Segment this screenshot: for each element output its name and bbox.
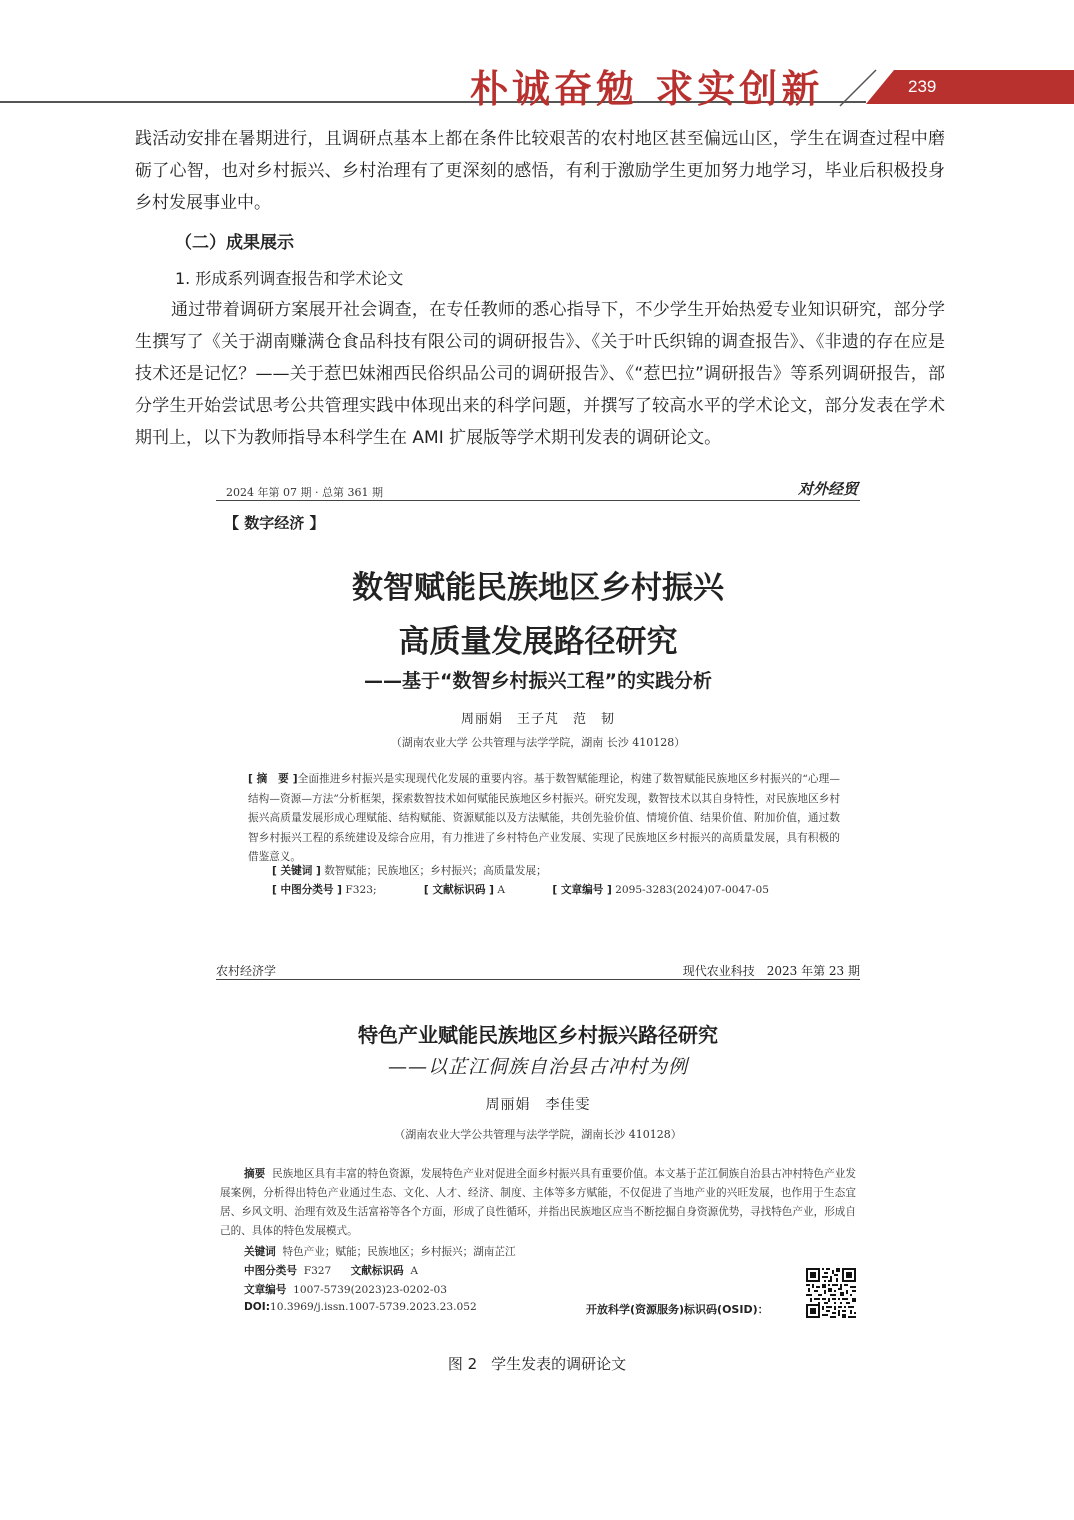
article1-abstract <box>248 770 840 868</box>
article2-title: 特色产业赋能民族地区乡村振兴路径研究 <box>358 1023 718 1047</box>
figure-caption <box>0 1353 1074 1374</box>
article2-osid-label: 开放科学(资源服务)标识码(OSID)： <box>586 1303 769 1316</box>
article2-column: 农村经济学 <box>216 964 277 978</box>
article2-doc-code-label: 文献标识码 <box>350 1265 404 1277</box>
qr-code-icon <box>806 1268 856 1318</box>
article1-keywords-label: [ 关键词 ] <box>272 865 321 877</box>
article1-keywords <box>272 863 547 878</box>
article2-clc: F327 <box>303 1265 332 1277</box>
article2-keywords-text: 特色产业；赋能；民族地区；乡村振兴；湖南芷江 <box>282 1246 516 1258</box>
article2-article-number <box>244 1282 447 1297</box>
article2-doc-code: A <box>410 1265 419 1277</box>
article2-header-rule <box>216 979 860 980</box>
article1-abstract-text: 全面推进乡村振兴是实现现代化发展的重要内容。基于数智赋能理论，构建了数智赋能民族地区乡村振兴的“心理—结构—资源—方法”分析框架，探索数智技术如何赋能民族地区乡村振兴。研究发现，数智技术以其自身特性，对民族地区乡村振兴高质量发展形成心理赋能、结构赋能、资源赋能以及方法赋能，共创先验价值、情境价值、结果价值、附加价值，通过数智乡村振兴工程的系统建设及综合应用，有力推进了乡村特色产业发展、实现了民族地区乡村振兴的高质量发展，具有积极的借鉴意义。 <box>248 773 840 863</box>
article1-header-rule <box>216 500 860 501</box>
figure-caption-label: 图 2 <box>447 1355 478 1373</box>
article2-clc-label: 中图分类号 <box>244 1265 297 1277</box>
article2-authors: 周丽娟 李佳雯 <box>485 1097 591 1113</box>
article2-abstract-label: 摘要 <box>244 1168 266 1180</box>
article2-keywords-label: 关键词 <box>244 1246 276 1258</box>
article2-doi <box>244 1301 477 1313</box>
section-heading: （二）成果展示 <box>175 233 294 253</box>
article2-doi-label: DOI: <box>244 1301 270 1313</box>
article2-classification <box>244 1263 418 1278</box>
article1-classification <box>272 882 769 897</box>
article1-clc-label: [ 中图分类号 ] <box>272 884 343 896</box>
article1-affiliation: （湖南农业大学 公共管理与法学学院，湖南 长沙 410128） <box>390 736 686 749</box>
article1-doc-code-label: [ 文献标识码 ] <box>423 884 494 896</box>
article2-doi-value: 10.3969/j.issn.1007-5739.2023.23.052 <box>269 1301 477 1313</box>
article1-title-line1: 数智赋能民族地区乡村振兴 <box>352 570 724 606</box>
article1-title-line2: 高质量发展路径研究 <box>398 624 678 660</box>
article2-article-no-label: 文章编号 <box>244 1284 287 1296</box>
article1-authors: 周丽娟 王子芃 范 韧 <box>460 712 615 727</box>
paragraph-continuation: 践活动安排在暑期进行，且调研点基本上都在条件比较艰苦的农村地区甚至偏远山区，学生在调查过程中磨砺了心智，也对乡村振兴、乡村治理有了更深刻的感悟，有利于激励学生更加努力地学习，毕业后积极投身乡村发展事业中。 <box>135 129 945 213</box>
article2-keywords <box>244 1244 516 1259</box>
article2-journal-issue: 现代农业科技 2023 年第 23 期 <box>682 964 860 978</box>
article1-clc: F323; <box>345 884 377 896</box>
article1-article-no-label: [ 文章编号 ] <box>552 884 612 896</box>
article1-doc-code: A <box>497 884 505 896</box>
figure-article-excerpts <box>216 478 860 1348</box>
article1-keywords-text: 数智赋能；民族地区；乡村振兴；高质量发展； <box>324 865 547 877</box>
subsection-heading: 1. 形成系列调查报告和学术论文 <box>175 269 404 288</box>
article2-affiliation: （湖南农业大学公共管理与法学学院，湖南长沙 410128） <box>394 1128 682 1141</box>
article2-abstract-text: 民族地区具有丰富的特色资源，发展特色产业对促进全面乡村振兴具有重要价值。本文基于芷江侗族自治县古冲村特色产业发展案例，分析得出特色产业通过生态、文化、人才、经济、制度、主体等多方赋能，不仅促进了当地产业的兴旺发展，也作用于生态宜居、乡风文明、治理有效及生活富裕等各个方面，形成了良性循环，并指出民族地区应当不断挖掘自身资源优势，寻找特色产业，形成自己的、具体的特色发展模式。 <box>220 1168 857 1237</box>
header-page-tab <box>866 70 1074 104</box>
article1-column: 【 数字经济 】 <box>224 514 325 532</box>
paragraph-main: 通过带着调研方案展开社会调查，在专任教师的悉心指导下，不少学生开始热爱专业知识研究，部分学生撰写了《关于湖南赚满仓食品科技有限公司的调研报告》、《关于叶氏织锦的调查报告》、《非遗的存在应是技术还是记忆？——关于惹巴妹湘西民俗织品公司的调研报告》、《“惹巴拉”调研报告》等系列调研报告，部分学生开始尝试思考公共管理实践中体现出来的科学问题，并撰写了较高水平的学术论文，部分发表在学术期刊上，以下为教师指导本科学生在 AMI 扩展版等学术期刊发表的调研论文。 <box>135 300 945 448</box>
article1-issue: 2024 年第 07 期 · 总第 361 期 <box>226 486 383 499</box>
page-number: 239 <box>908 77 937 96</box>
article2-abstract <box>220 1165 856 1241</box>
article1-journal-logo: 对外经贸 <box>797 480 858 498</box>
article1-subtitle: ——基于“数智乡村振兴工程”的实践分析 <box>364 670 712 692</box>
article2-article-no: 1007-5739(2023)23-0202-03 <box>293 1284 447 1296</box>
figure-caption-text: 学生发表的调研论文 <box>491 1355 627 1373</box>
article2-subtitle: ——以芷江侗族自治县古冲村为例 <box>387 1056 688 1078</box>
header-motto: 朴诚奋勉 求实创新 <box>470 66 824 111</box>
article1-article-no: 2095-3283(2024)07-0047-05 <box>615 884 769 896</box>
article1-abstract-label: [ 摘 要 ] <box>248 773 298 785</box>
